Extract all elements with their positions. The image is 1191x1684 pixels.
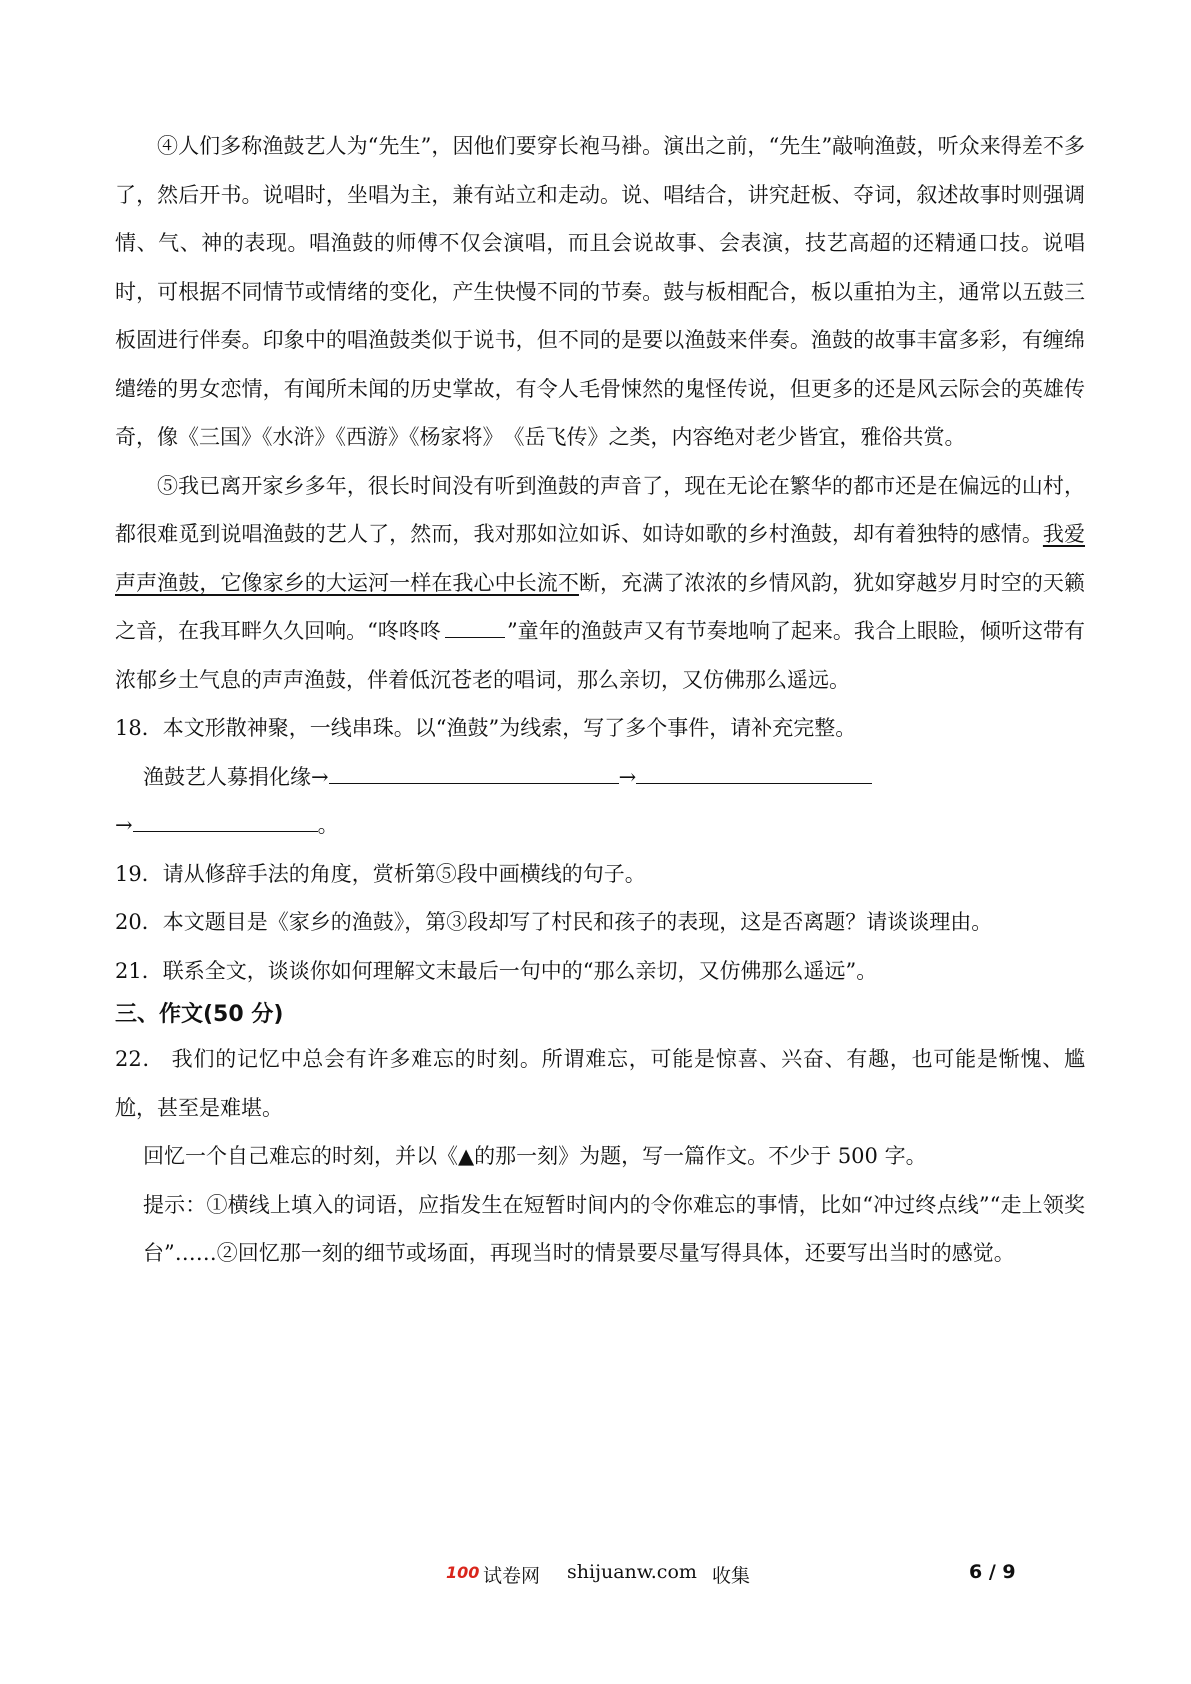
paragraph-5-text-c: ”童年的渔鼓声又有节奏地响了起来。我合上眼睑，倾听这带有浓郁乡土气息的声声渔鼓，伴着低沉苍老的唱词，那么亲切，又仿佛那么遥远。 bbox=[115, 619, 1085, 692]
period-glyph: 。 bbox=[317, 813, 339, 837]
q18-blank-2[interactable] bbox=[636, 761, 872, 784]
question-18-answer-line-1 bbox=[115, 753, 1085, 802]
paragraph-4 bbox=[115, 122, 1085, 462]
site-logo: 100 bbox=[446, 1563, 480, 1582]
page-footer bbox=[0, 1561, 1191, 1591]
q18-blank-3[interactable] bbox=[133, 809, 318, 832]
exam-page bbox=[115, 122, 1085, 1278]
essay-prompt: 回忆一个自己难忘的时刻，并以《▲的那一刻》为题，写一篇作文。不少于 500 字。 bbox=[143, 1144, 927, 1168]
paragraph-5-text-b: 断，充满了浓浓的乡情风韵，犹如穿越岁月时空的天籁之音，在我耳畔久久回响。“咚咚咚 bbox=[115, 570, 1086, 643]
site-domain: shijuanw.com bbox=[567, 1561, 697, 1583]
drum-sound-blank bbox=[445, 615, 505, 638]
section-title-essay: 三、作文(50 分) bbox=[115, 1002, 284, 1027]
collect-label: 收集 bbox=[712, 1565, 751, 1587]
arrow-glyph: → bbox=[115, 813, 133, 837]
question-20: 20．本文题目是《家乡的渔鼓》，第③段却写了村民和孩子的表现，这是否离题？请谈谈理由。 bbox=[115, 910, 993, 934]
question-22: 22． 我们的记忆中总会有许多难忘的时刻。所谓难忘，可能是惊喜、兴奋、有趣，也可能是惭愧、尴尬，甚至是难堪。 bbox=[115, 1047, 1085, 1120]
q18-blank-1[interactable] bbox=[329, 761, 619, 784]
question-18: 18．本文形散神聚，一线串珠。以“渔鼓”为线索，写了多个事件，请补充完整。 bbox=[115, 716, 857, 740]
arrow-glyph: → bbox=[618, 764, 637, 789]
q18-first-event: 渔鼓艺人募捐化缘→ bbox=[143, 764, 329, 789]
page-number: 6 / 9 bbox=[969, 1561, 1016, 1583]
essay-tip: 提示：①横线上填入的词语，应指发生在短暂时间内的令你难忘的事情，比如“冲过终点线”“走上领奖台”……②回忆那一刻的细节或场面，再现当时的情景要尽量写得具体，还要写出当时的感觉。 bbox=[143, 1192, 1085, 1265]
site-name: 试卷网 bbox=[483, 1565, 541, 1587]
paragraph-5-text-a: ⑤我已离开家乡多年，很长时间没有听到渔鼓的声音了，现在无论在繁华的都市还是在偏远的山村，都很难觅到说唱渔鼓的艺人了，然而，我对那如泣如诉、如诗如歌的乡村渔鼓，却有着独特的感情。 bbox=[115, 473, 1085, 546]
paragraph-5 bbox=[115, 462, 1085, 705]
paragraph-4-text: ④人们多称渔鼓艺人为“先生”，因他们要穿长袍马褂。演出之前，“先生”敲响渔鼓，听众来得差不多了，然后开书。说唱时，坐唱为主，兼有站立和走动。说、唱结合，讲究赶板、夺词，叙述故事时则强调情、气、神的表现。唱渔鼓的师傅不仅会演唱，而且会说故事、会表演，技艺高超的还精通口技。说唱时，可根据不同情节或情绪的变化，产生快慢不同的节奏。鼓与板相配合，板以重拍为主，通常以五鼓三板固进行伴奏。印象中的唱渔鼓类似于说书，但不同的是要以渔鼓来伴奏。渔鼓的故事丰富多彩，有缠绵缱绻的男女恋情，有闻所未闻的历史掌故，有令人毛骨悚然的鬼怪传说，但更多的还是风云际会的英雄传奇，像《三国》《水浒》《西游》《杨家将》 《岳飞传》之类，内容绝对老少皆宜，雅俗共赏。 bbox=[115, 134, 1085, 449]
underlined-sentence: 我爱声声渔鼓，它像家乡的大运河一样在我心中长流不 bbox=[115, 522, 1086, 595]
question-19: 19．请从修辞手法的角度，赏析第⑤段中画横线的句子。 bbox=[115, 861, 646, 886]
question-21: 21．联系全文，谈谈你如何理解文末最后一句中的“那么亲切，又仿佛那么遥远”。 bbox=[115, 958, 878, 983]
question-18-answer-line-2 bbox=[115, 801, 1085, 850]
